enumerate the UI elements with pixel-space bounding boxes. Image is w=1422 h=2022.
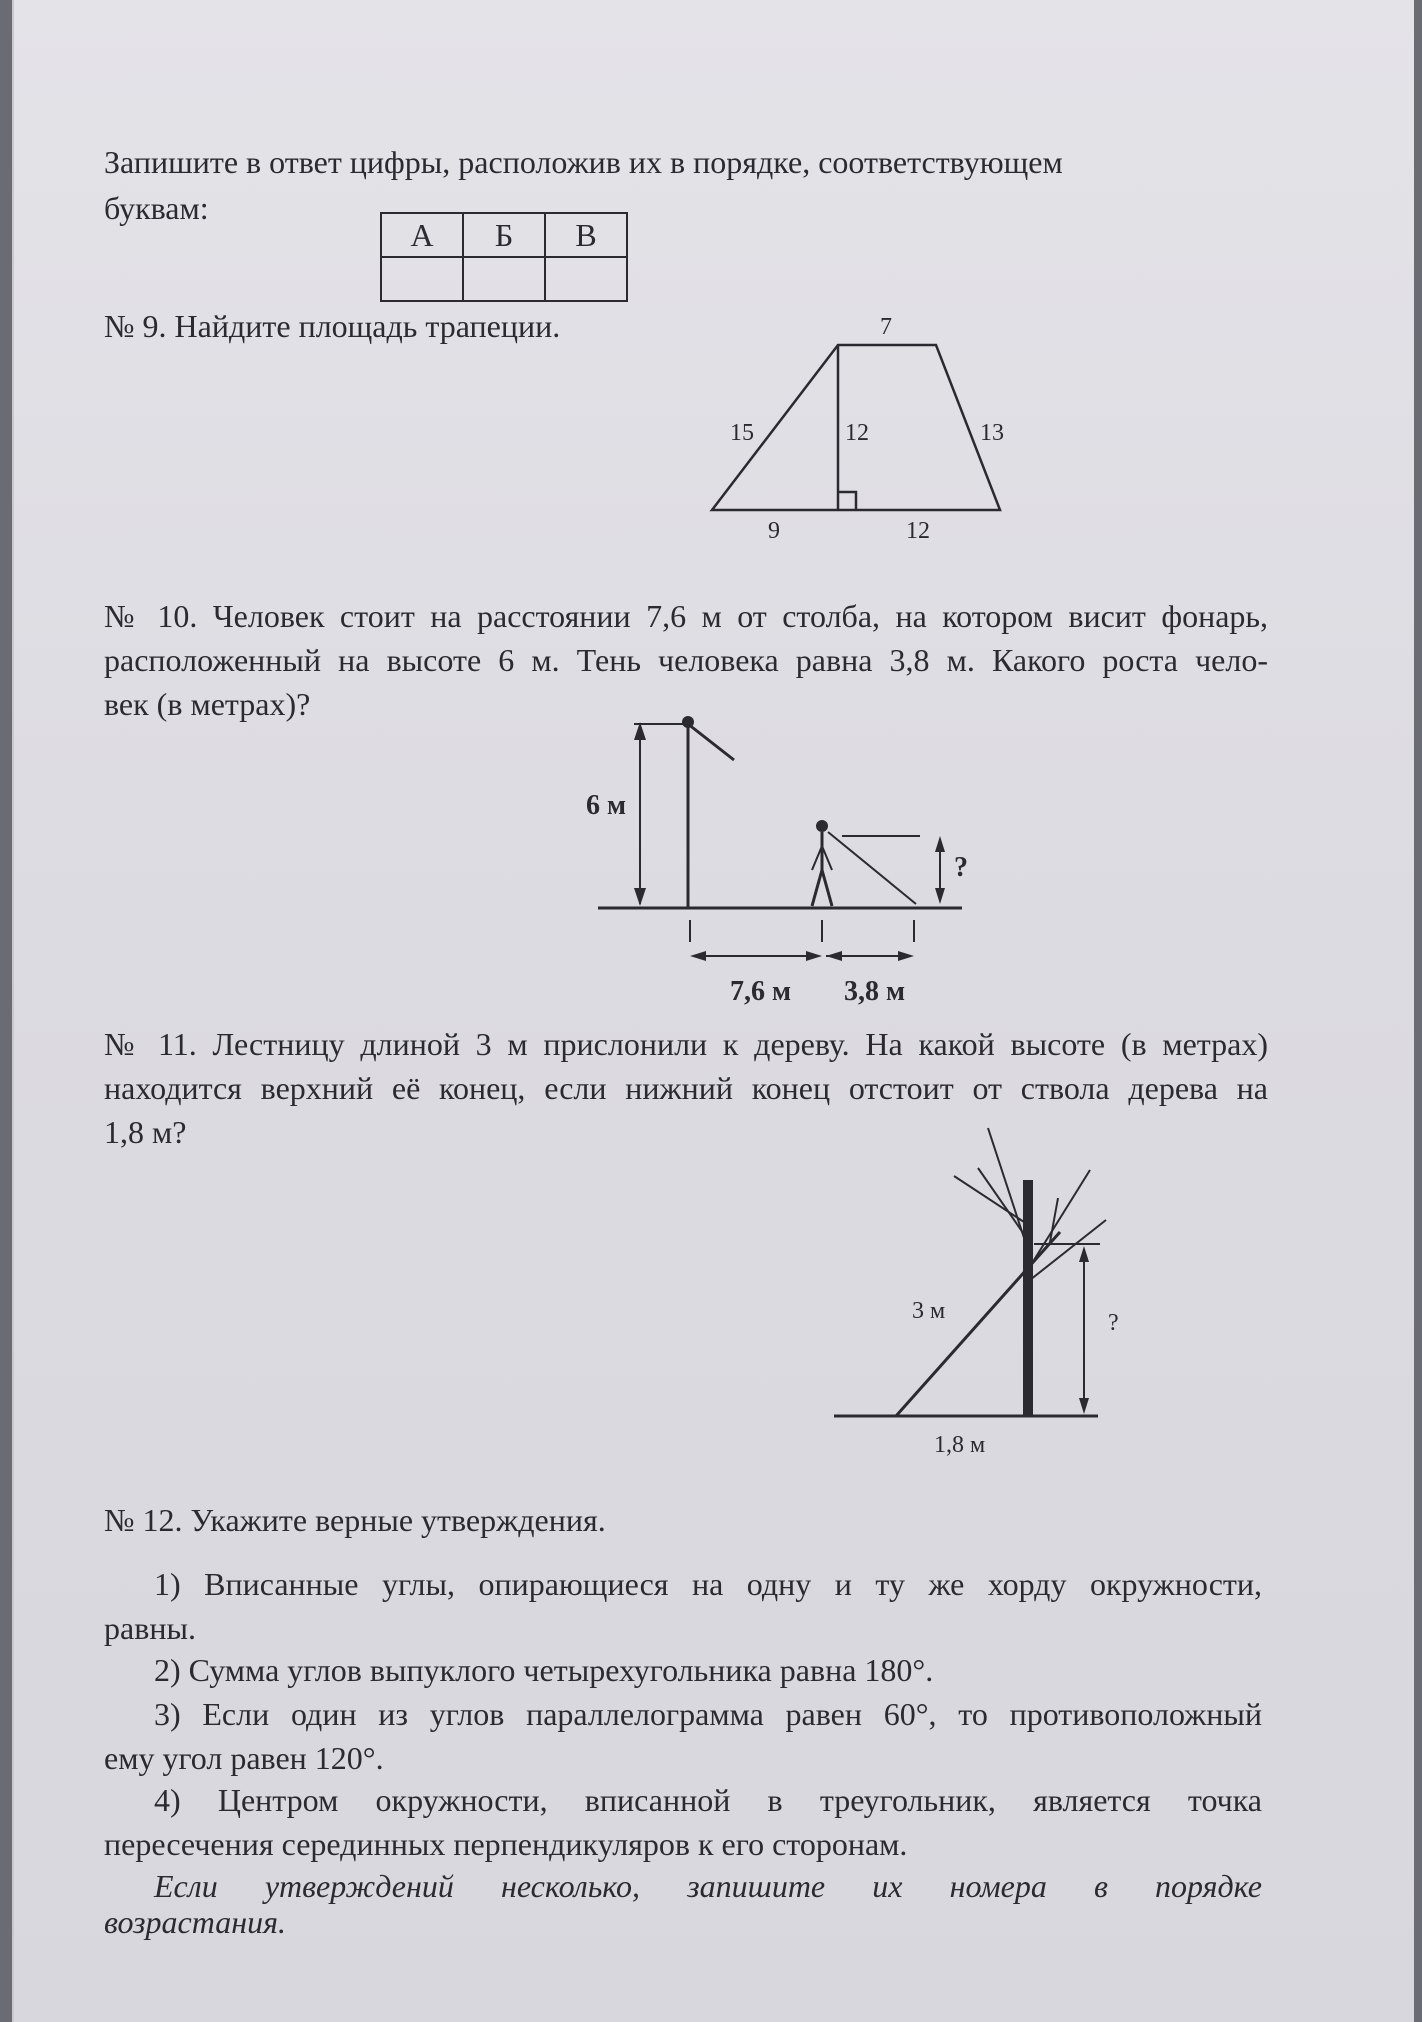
problem-10-line-2: расположенный на высоте 6 м. Тень человека равна 3,8 м. Какого роста чело- bbox=[104, 642, 1268, 678]
height-arrow-head-bottom bbox=[634, 888, 646, 906]
statement-4-line-2: пересечения серединных перпендикуляров к его сторонам. bbox=[104, 1826, 908, 1862]
statement-3-line-2: ему угол равен 120°. bbox=[104, 1740, 384, 1776]
person-leg-left bbox=[812, 870, 822, 906]
label-height: 12 bbox=[845, 420, 869, 446]
right-angle-mark bbox=[838, 492, 856, 510]
shadow-arrow-head-left bbox=[826, 951, 842, 961]
shadow-arrow-head-right bbox=[898, 951, 914, 961]
statement-1-line-1: 1) Вписанные углы, опирающиеся на одну и ту же хорду окружности, bbox=[154, 1566, 1262, 1602]
problem-10-line-1: № 10. Человек стоит на расстоянии 7,6 м от столба, на котором висит фонарь, bbox=[104, 598, 1268, 634]
light-ray bbox=[828, 832, 916, 904]
answer-header-v: В bbox=[545, 213, 627, 257]
label-tree-unknown: ? bbox=[1108, 1310, 1119, 1336]
label-top-base: 7 bbox=[880, 314, 892, 340]
label-left-side: 15 bbox=[730, 420, 754, 446]
instruction-line-2: буквам: bbox=[104, 190, 209, 226]
note-line-1: Если утверждений несколько, запишите их номера в порядке bbox=[154, 1868, 1262, 1904]
problem-10-line-3: век (в метрах)? bbox=[104, 686, 311, 722]
problem-9-heading: № 9. Найдите площадь трапеции. bbox=[104, 308, 561, 344]
person-arrow-head-bottom bbox=[935, 888, 945, 904]
label-right-side: 13 bbox=[980, 420, 1004, 446]
answer-header-b: Б bbox=[463, 213, 545, 257]
distance-arrow-head-left bbox=[690, 951, 706, 961]
branch-right-1 bbox=[1030, 1220, 1106, 1280]
problem-11-line-2: находится верхний её конец, если нижний конец отстоит от ствола дерева на bbox=[104, 1070, 1268, 1106]
note-line-2: возрастания. bbox=[104, 1904, 286, 1940]
distance-arrow-head-right bbox=[806, 951, 822, 961]
tree-arrow-head-bottom bbox=[1079, 1398, 1089, 1414]
problem-11-line-1: № 11. Лестницу длиной 3 м прислонили к дереву. На какой высоте (в метрах) bbox=[104, 1026, 1268, 1062]
statement-4-line-1: 4) Центром окружности, вписанной в треугольник, является точка bbox=[154, 1782, 1262, 1818]
instruction-line-1: Запишите в ответ цифры, расположив их в порядке, соответствующем bbox=[104, 144, 1063, 180]
statement-3-line-1: 3) Если один из углов параллелограмма равен 60°, то противоположный bbox=[154, 1696, 1262, 1732]
lamp-arm bbox=[688, 724, 734, 760]
label-base-right: 12 bbox=[906, 518, 930, 544]
branch-right-2 bbox=[1034, 1170, 1090, 1260]
label-person-unknown: ? bbox=[954, 852, 968, 883]
label-shadow: 3,8 м bbox=[844, 976, 906, 1007]
label-base-left: 9 bbox=[768, 518, 780, 544]
problem-12-heading: № 12. Укажите верные утверждения. bbox=[104, 1502, 606, 1538]
label-ladder-length: 3 м bbox=[912, 1298, 946, 1324]
person-leg-right bbox=[822, 870, 832, 906]
label-distance: 7,6 м bbox=[730, 976, 792, 1007]
statement-1-line-2: равны. bbox=[104, 1610, 196, 1646]
tree-figure bbox=[834, 1128, 1106, 1416]
label-lamp-height: 6 м bbox=[586, 790, 627, 821]
person-head bbox=[816, 820, 828, 832]
person-arrow-head-top bbox=[935, 836, 945, 852]
branch-left-2 bbox=[988, 1128, 1028, 1250]
lamp-figure bbox=[598, 722, 962, 961]
statement-2: 2) Сумма углов выпуклого четырехугольника равна 180°. bbox=[154, 1652, 934, 1688]
label-ladder-base: 1,8 м bbox=[934, 1432, 986, 1458]
problem-11-line-3: 1,8 м? bbox=[104, 1114, 187, 1150]
tree-arrow-head-top bbox=[1079, 1246, 1089, 1262]
lamp-bulb bbox=[682, 716, 694, 728]
answer-header-a: А bbox=[381, 213, 463, 257]
